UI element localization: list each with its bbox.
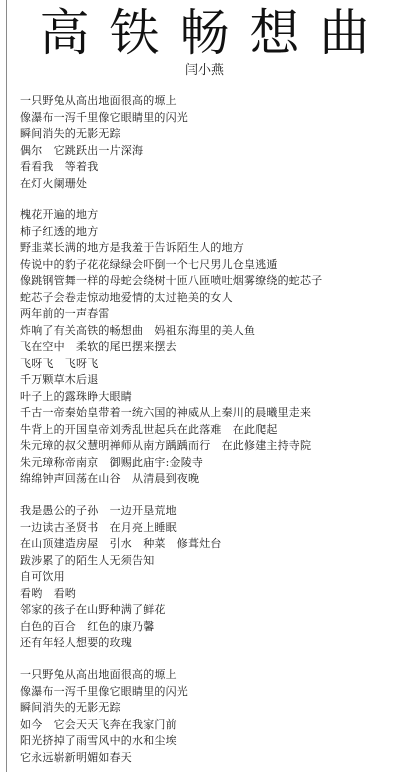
poem-line: 像跳钢管舞一样的母蛇会绕树十匝八匝喷吐烟雾缭绕的蛇芯子 [20, 274, 323, 288]
poem-line: 自可饮用 [20, 570, 65, 584]
poem-line: 绵绵钟声回荡在山谷 从清晨到夜晚 [20, 472, 200, 486]
poem-line: 柿子红透的地方 [20, 224, 99, 238]
poem-stanza [20, 503, 405, 652]
poem-line: 一边读古圣贤书 在月亮上睡眠 [20, 520, 177, 534]
poem-line: 飞呀飞 飞呀飞 [20, 356, 99, 370]
poem-line: 炸响了有关高铁的畅想曲 妈祖东海里的美人鱼 [20, 323, 256, 337]
poem-stanza [20, 667, 405, 766]
poem-line: 邻家的孩子在山野种满了鲜花 [20, 603, 166, 617]
poem-body [20, 93, 405, 782]
poem-line: 朱元璋的叔父慧明禅师从南方踽踽而行 在此修建主持寺院 [20, 439, 312, 453]
poem-line: 蛇芯子会卷走惊动地爱情的太过艳美的女人 [20, 290, 233, 304]
poem-line: 看哟 看哟 [20, 586, 76, 600]
poem-line: 像瀑布一泻千里像它眼睛里的闪光 [20, 684, 188, 698]
poem-line: 槐花开遍的地方 [20, 208, 99, 222]
poem-line: 叶子上的露珠睁大眼睛 [20, 389, 132, 403]
poem-line: 野韭菜长满的地方是我羞于告诉陌生人的地方 [20, 241, 244, 255]
poem-line: 白色的百合 红色的康乃馨 [20, 619, 155, 633]
poem-line: 一只野兔从高出地面很高的塬上 [20, 668, 177, 682]
poem-line: 传说中的豹子花花绿绿会吓倒一个七尺男儿仓皇逃遁 [20, 257, 278, 271]
poem-stanza [20, 207, 405, 488]
poem-author: 闫小燕 [184, 63, 224, 78]
poem-line: 两年前的一声春雷 [20, 307, 110, 321]
poem-line: 看看我 等着我 [20, 160, 99, 173]
poem-line: 千万颗草木后退 [20, 373, 99, 387]
poem-line: 千古一帝秦始皇带着一统六国的神威从上秦川的晨曦里走来 [20, 406, 312, 420]
poem-line: 瞬间消失的无影无踪 [20, 701, 121, 715]
page-edge-rule [6, 0, 7, 772]
poem-line: 飞在空中 柔软的尾巴摆来摆去 [20, 340, 177, 354]
poem-title: 高铁畅想曲 [39, 4, 390, 62]
poem-line: 牛背上的开国皇帝刘秀乱世起兵在此落难 在此爬起 [20, 422, 278, 436]
poem-line: 在灯火阑珊处 [20, 176, 88, 190]
poem-line: 瞬间消失的无影无踪 [20, 127, 121, 140]
poem-line: 像瀑布一泻千里像它眼睛里的闪光 [20, 110, 188, 124]
poem-line: 如今 它会天天飞奔在我家门前 [20, 717, 177, 731]
poem-line: 它永远崭新明媚如春天 [20, 750, 132, 764]
poem-line: 跋涉累了的陌生人无须告知 [20, 553, 155, 567]
poem-line: 偶尔 它跳跃出一片深海 [20, 143, 144, 157]
poem-line: 在山顶建造房屋 引水 种菜 修葺灶台 [20, 537, 222, 551]
poem-stanza [20, 93, 405, 192]
poem-line: 一只野兔从高出地面很高的塬上 [20, 94, 177, 107]
poem-line: 我是愚公的子孙 一边开垦荒地 [20, 504, 177, 518]
poem-line: 阳光挤掉了雨雪风中的水和尘埃 [20, 734, 177, 748]
poem-line: 还有年轻人想要的玫瑰 [20, 636, 132, 650]
poem-line: 朱元璋称帝南京 御赐此庙宇:金陵寺 [20, 455, 204, 469]
